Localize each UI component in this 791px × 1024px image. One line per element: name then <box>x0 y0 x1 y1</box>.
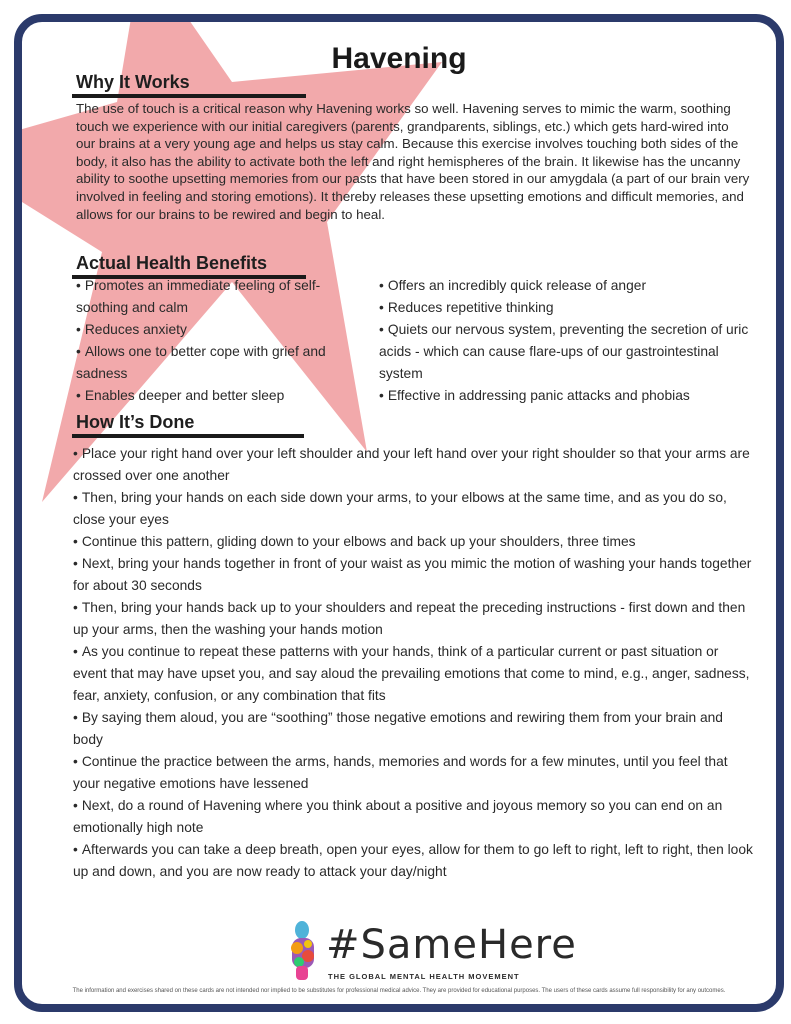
how-steps-list <box>73 443 753 883</box>
step-item: • Afterwards you can take a deep breath, open your eyes, allow for them to go left to right, left to right, then look up and down, and you are now ready to attack your day/night <box>73 842 753 879</box>
benefits-right-list <box>379 275 749 407</box>
bullet-icon: • <box>73 644 78 659</box>
bullet-icon: • <box>73 842 78 857</box>
samehere-logo <box>284 920 577 992</box>
bullet-icon: • <box>73 534 78 549</box>
bullet-icon: • <box>73 600 78 615</box>
step-item: • Then, bring your hands on each side down your arms, to your elbows at the same time, and as you do so, close your eyes <box>73 490 727 527</box>
bullet-icon: • <box>73 710 78 725</box>
logo-tagline: THE GLOBAL MENTAL HEALTH MOVEMENT <box>328 972 520 981</box>
step-item: • Continue the practice between the arms, hands, memories and words for a few minutes, until you feel that your negative emotions have lessened <box>73 754 728 791</box>
page-title: Havening <box>331 42 467 75</box>
benefit-item: • Reduces anxiety <box>76 322 187 337</box>
havening-card <box>14 14 784 1012</box>
bullet-icon: • <box>379 388 384 403</box>
how-heading: How It’s Done <box>76 412 195 432</box>
how-heading-underline <box>72 434 304 438</box>
bullet-icon: • <box>73 754 78 769</box>
step-item: • Next, bring your hands together in front of your waist as you mimic the motion of washing your hands together for about 30 seconds <box>73 556 752 593</box>
benefit-item: • Enables deeper and better sleep <box>76 388 285 403</box>
bullet-icon: • <box>73 490 78 505</box>
bullet-icon: • <box>379 300 384 315</box>
benefit-item: • Promotes an immediate feeling of self-soothing and calm <box>76 278 321 315</box>
bullet-icon: • <box>73 556 78 571</box>
bullet-icon: • <box>76 322 81 337</box>
bullet-icon: • <box>379 322 384 337</box>
step-item: • Place your right hand over your left shoulder and your left hand over your right shoulder so that your arms are crossed over one another <box>73 446 750 483</box>
step-item: • As you continue to repeat these patterns with your hands, think of a particular current or past situation or event that may have upset you, and say aloud the prevailing emotions that come to mind, e.g., anger, sadness, fear, anxiety, confusion, or any combination that fits <box>73 644 750 703</box>
thumbs-up-hand-icon <box>284 920 326 982</box>
benefit-item: • Quiets our nervous system, preventing the secretion of uric acids - which can cause flare-ups of our gastrointestinal system <box>379 322 749 381</box>
benefits-left-list <box>76 275 366 407</box>
step-item: • Next, do a round of Havening where you think about a positive and joyous memory so you can end on an emotionally high note <box>73 798 723 835</box>
benefit-item: • Effective in addressing panic attacks and phobias <box>379 388 690 403</box>
benefit-item: • Reduces repetitive thinking <box>379 300 554 315</box>
benefit-item: • Offers an incredibly quick release of anger <box>379 278 647 293</box>
bullet-icon: • <box>76 388 81 403</box>
bullet-icon: • <box>76 278 81 293</box>
bullet-icon: • <box>73 798 78 813</box>
step-item: • Then, bring your hands back up to your shoulders and repeat the preceding instructions - first down and then up your arms, then the washing your hands motion <box>73 600 746 637</box>
why-heading: Why It Works <box>76 72 190 92</box>
bullet-icon: • <box>76 344 81 359</box>
why-paragraph: The use of touch is a critical reason why Havening works so well. Havening serves to mimic the warm, soothing touch we experience with our initial caregivers (parents, grandparents, siblings, etc.) which gets hard-wired into our brains at a very young age and helps us stay calm. Because this exercise involves touching both sides of the body, it also has the ability to activate both the left and right hemispheres of the brain. It likewise has the uncanny ability to soothe upsetting memories from our pasts that have been stored in our amygdala (a part of our brain very involved in feeling and storing emotions). It thereby releases these upsetting emotions and difficult memories, and allows for our brains to be rewired and begin to heal. <box>76 101 750 222</box>
benefits-heading: Actual Health Benefits <box>76 253 268 273</box>
benefit-item: • Allows one to better cope with grief and sadness <box>76 344 326 381</box>
disclaimer-text: The information and exercises shared on these cards are not intended nor implied to be substitutes for professional medical advice. They are provided for educational purposes. The users of these cards assume full responsibility for any outcomes. <box>72 988 726 994</box>
bullet-icon: • <box>73 446 78 461</box>
bullet-icon: • <box>379 278 384 293</box>
why-heading-underline <box>72 94 306 98</box>
step-item: • Continue this pattern, gliding down to your elbows and back up your shoulders, three times <box>73 534 636 549</box>
step-item: • By saying them aloud, you are “soothing” those negative emotions and rewiring them from your brain and body <box>73 710 723 747</box>
logo-wordmark: #SameHere <box>326 922 577 968</box>
